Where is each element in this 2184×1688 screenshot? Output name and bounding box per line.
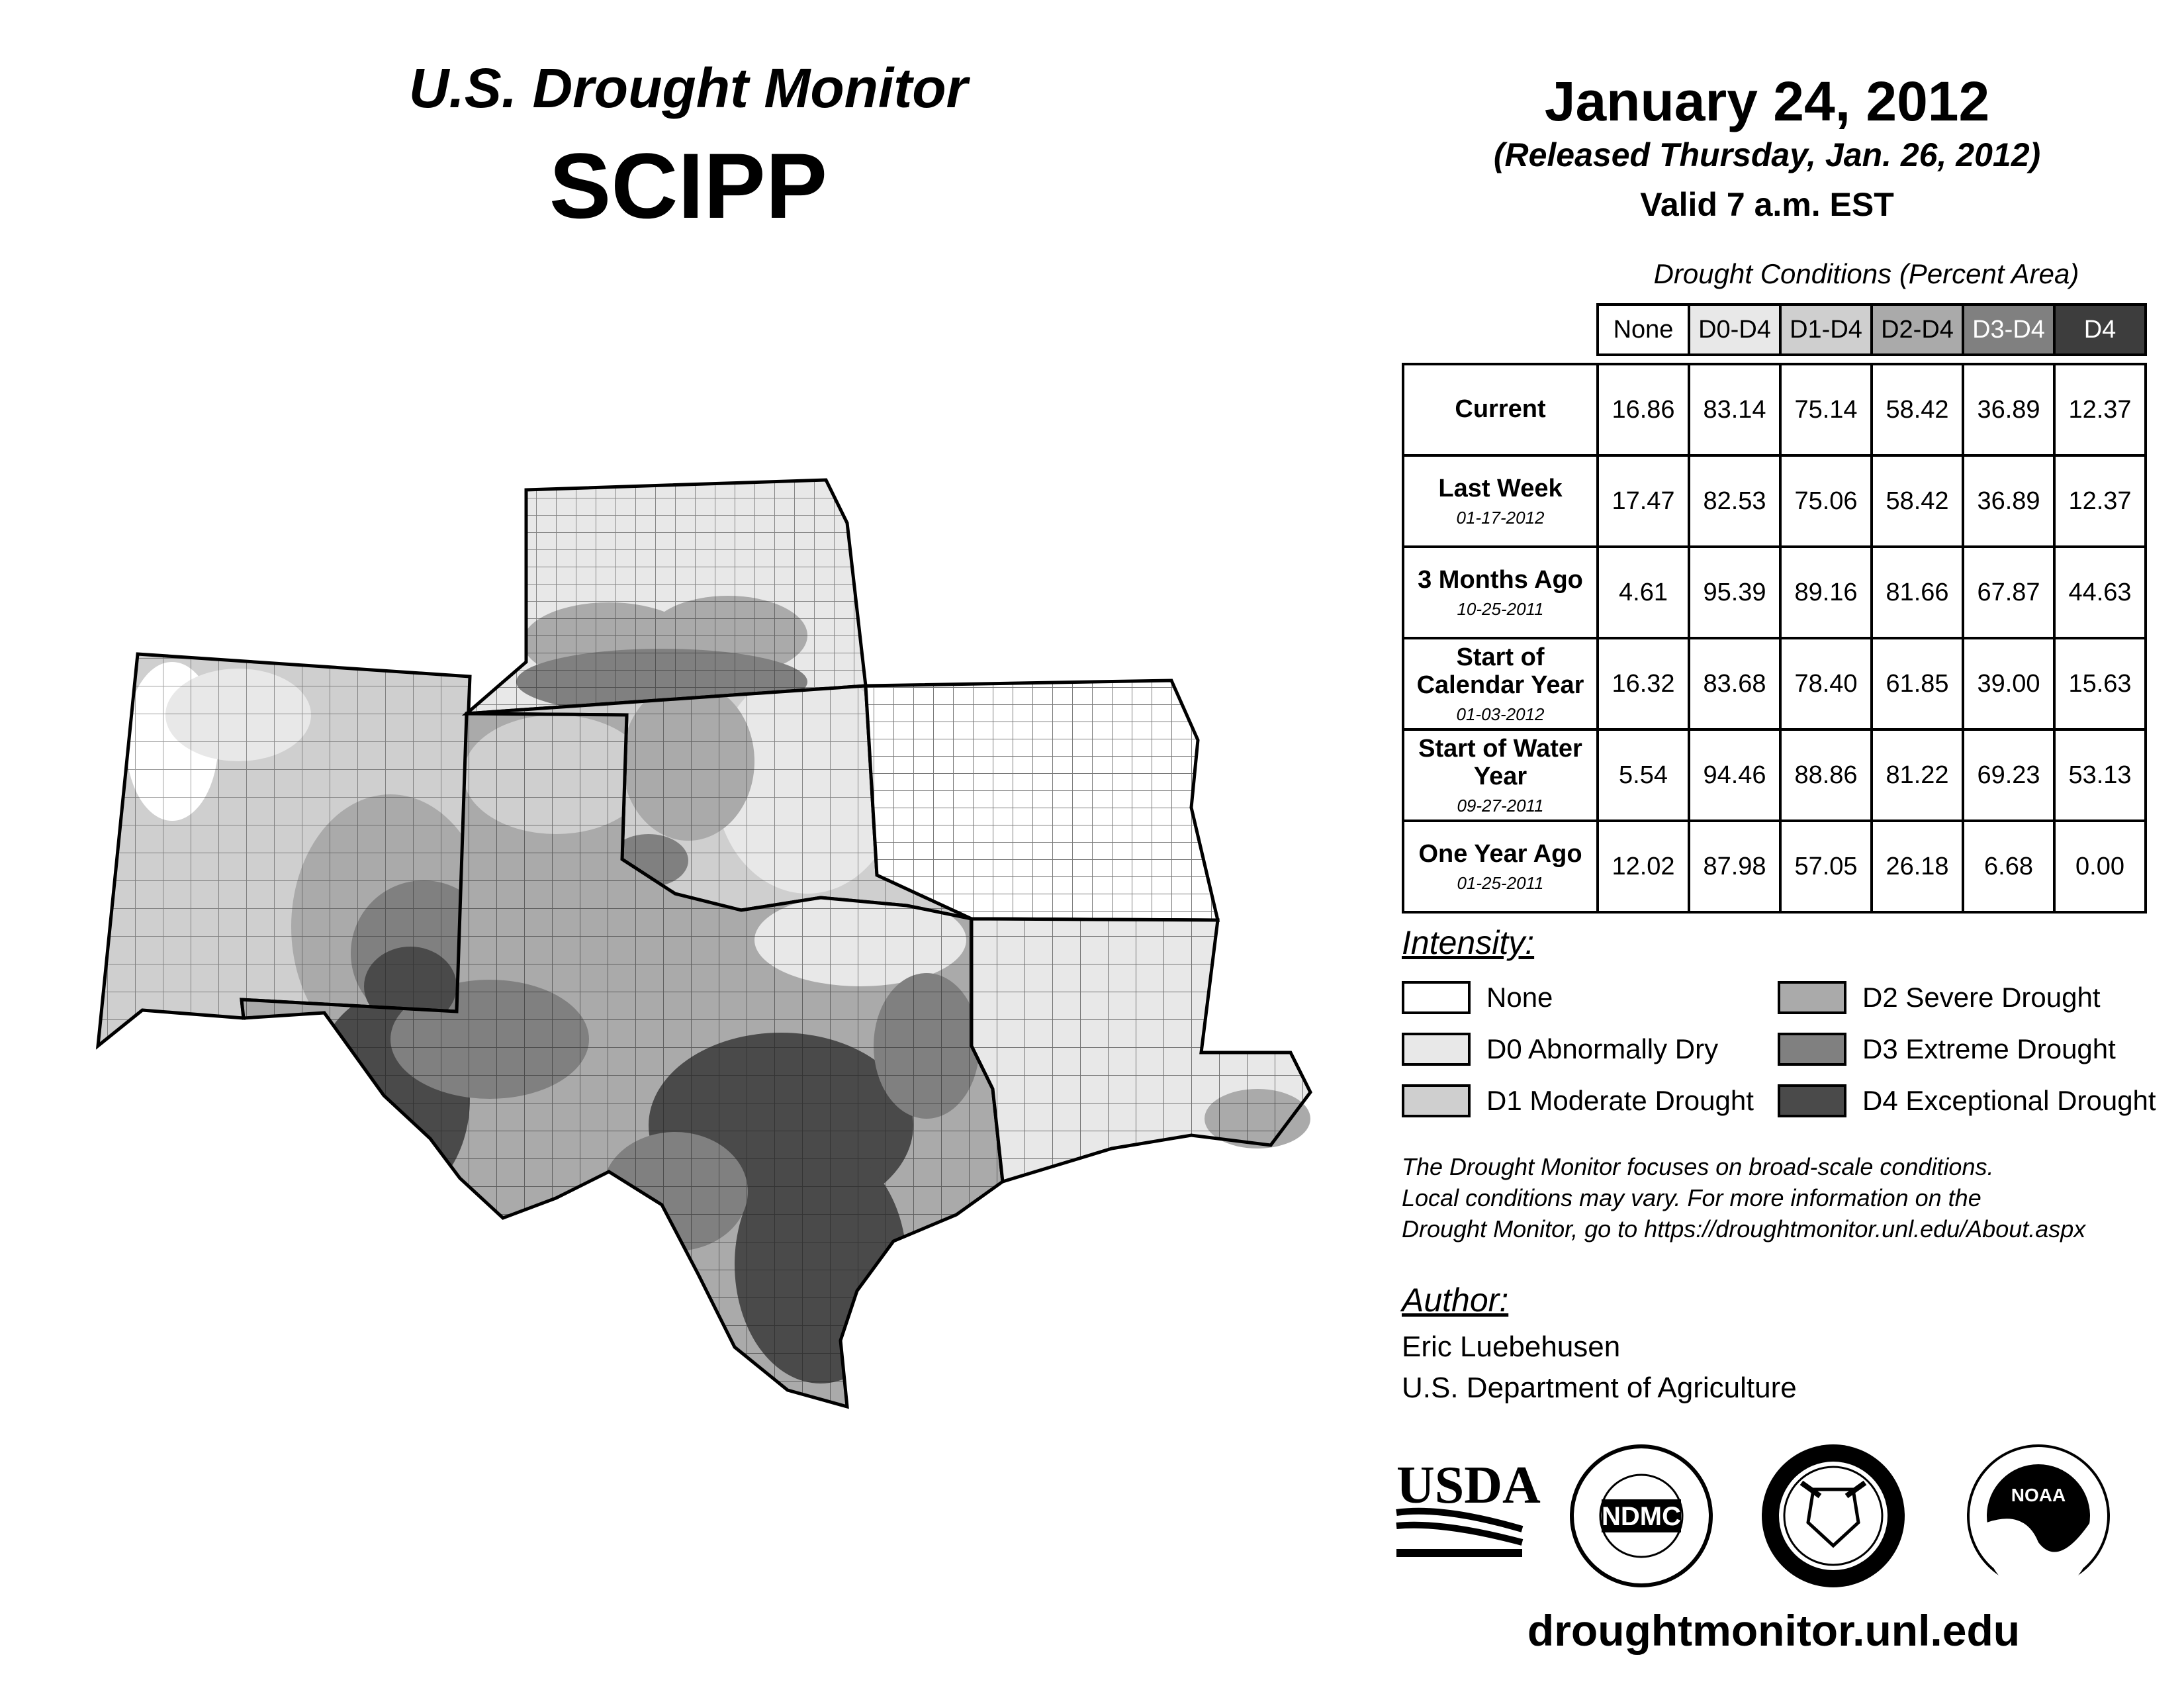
legend-item-d2 bbox=[1778, 981, 2101, 1014]
table-cell: 58.42 bbox=[1872, 364, 1963, 455]
note-line: Drought Monitor, go to https://droughtmonitor.unl.edu/About.aspx bbox=[1402, 1215, 2086, 1243]
svg-text:NDMC: NDMC bbox=[1602, 1502, 1681, 1531]
legend-item-d4 bbox=[1778, 1084, 2156, 1117]
legend-swatch bbox=[1402, 981, 1471, 1014]
legend-item-d1 bbox=[1402, 1084, 1754, 1117]
table-cell: 95.39 bbox=[1689, 547, 1780, 638]
table-cell: 36.89 bbox=[1963, 455, 2054, 547]
legend-swatch bbox=[1778, 1033, 1846, 1066]
table-cell: 83.68 bbox=[1689, 638, 1780, 729]
legend-label: D0 Abnormally Dry bbox=[1486, 1033, 1719, 1064]
column-header: D3-D4 bbox=[1963, 305, 2054, 355]
table-cell: 69.23 bbox=[1963, 729, 2054, 821]
table-row bbox=[1403, 547, 2146, 638]
table-cell: 26.18 bbox=[1872, 821, 1963, 912]
drought-map bbox=[79, 463, 1337, 1496]
table-cell: 78.40 bbox=[1780, 638, 1872, 729]
legend-item-d0 bbox=[1402, 1033, 1718, 1066]
table-row bbox=[1403, 455, 2146, 547]
legend-item-none bbox=[1402, 981, 1553, 1014]
table-cell: 44.63 bbox=[2054, 547, 2146, 638]
table-cell: 87.98 bbox=[1689, 821, 1780, 912]
table-cell: 0.00 bbox=[2054, 821, 2146, 912]
table-cell: 61.85 bbox=[1872, 638, 1963, 729]
table-cell: 88.86 bbox=[1780, 729, 1872, 821]
legend-swatch bbox=[1778, 1084, 1846, 1117]
legend-title: Intensity: bbox=[1402, 924, 1535, 961]
table-cell: 58.42 bbox=[1872, 455, 1963, 547]
agency-logos bbox=[1390, 1443, 2158, 1595]
legend-label: D3 Extreme Drought bbox=[1862, 1033, 2116, 1064]
table-cell: 83.14 bbox=[1689, 364, 1780, 455]
footer-url[interactable]: droughtmonitor.unl.edu bbox=[1527, 1606, 2021, 1655]
table-cell: 36.89 bbox=[1963, 364, 2054, 455]
row-label: One Year Ago 01-25-2011 bbox=[1403, 821, 1598, 912]
table-cell: 81.22 bbox=[1872, 729, 1963, 821]
author-org: U.S. Department of Agriculture bbox=[1402, 1372, 1797, 1404]
region-title: SCIPP bbox=[549, 134, 828, 238]
column-header: D2-D4 bbox=[1872, 305, 1963, 355]
row-label: Start of Calendar Year 01-03-2012 bbox=[1403, 638, 1598, 729]
table-cell: 39.00 bbox=[1963, 638, 2054, 729]
table-cell: 57.05 bbox=[1780, 821, 1872, 912]
legend-label: D2 Severe Drought bbox=[1862, 982, 2101, 1013]
legend-label: None bbox=[1486, 982, 1553, 1013]
state-louisiana bbox=[972, 919, 1310, 1182]
table-header-row bbox=[1403, 305, 2146, 355]
legend-item-d3 bbox=[1778, 1033, 2116, 1066]
noaa-logo bbox=[1968, 1446, 2109, 1594]
map-title: U.S. Drought Monitor bbox=[408, 57, 968, 119]
state-arkansas bbox=[866, 680, 1218, 920]
table-cell: 53.13 bbox=[2054, 729, 2146, 821]
table-cell: 81.66 bbox=[1872, 547, 1963, 638]
table-cell: 75.06 bbox=[1780, 455, 1872, 547]
table-cell: 82.53 bbox=[1689, 455, 1780, 547]
table-cell: 6.68 bbox=[1963, 821, 2054, 912]
author-title: Author: bbox=[1402, 1282, 1509, 1319]
column-header: D1-D4 bbox=[1780, 305, 1872, 355]
table-corner bbox=[1403, 305, 1598, 355]
column-header: D4 bbox=[2054, 305, 2146, 355]
legend-label: D1 Moderate Drought bbox=[1486, 1085, 1754, 1116]
doc-seal bbox=[1762, 1444, 1905, 1587]
table-row bbox=[1403, 821, 2146, 912]
table-cell: 12.37 bbox=[2054, 455, 2146, 547]
map-date: January 24, 2012 bbox=[1544, 70, 1990, 132]
table-cell: 5.54 bbox=[1598, 729, 1689, 821]
table-cell: 15.63 bbox=[2054, 638, 2146, 729]
valid-time: Valid 7 a.m. EST bbox=[1640, 186, 1894, 223]
legend-swatch bbox=[1402, 1084, 1471, 1117]
table-cell: 67.87 bbox=[1963, 547, 2054, 638]
ndmc-logo bbox=[1572, 1446, 1711, 1585]
table-cell: 94.46 bbox=[1689, 729, 1780, 821]
legend-swatch bbox=[1402, 1033, 1471, 1066]
table-cell: 16.86 bbox=[1598, 364, 1689, 455]
note-line: Local conditions may vary. For more information on the bbox=[1402, 1184, 1981, 1211]
author-name: Eric Luebehusen bbox=[1402, 1331, 1621, 1363]
svg-text:USDA: USDA bbox=[1396, 1456, 1541, 1515]
row-label: Start of Water Year 09-27-2011 bbox=[1403, 729, 1598, 821]
legend-swatch bbox=[1778, 981, 1846, 1014]
table-cell: 16.32 bbox=[1598, 638, 1689, 729]
drought-conditions-table bbox=[1402, 303, 2147, 914]
usda-logo bbox=[1396, 1456, 1541, 1557]
column-header: None bbox=[1598, 305, 1689, 355]
table-cell: 12.37 bbox=[2054, 364, 2146, 455]
table-row bbox=[1403, 729, 2146, 821]
legend-label: D4 Exceptional Drought bbox=[1862, 1085, 2156, 1116]
table-cell: 17.47 bbox=[1598, 455, 1689, 547]
row-label: Last Week 01-17-2012 bbox=[1403, 455, 1598, 547]
table-row bbox=[1403, 364, 2146, 455]
table-caption: Drought Conditions (Percent Area) bbox=[1653, 258, 2079, 289]
row-label: 3 Months Ago 10-25-2011 bbox=[1403, 547, 1598, 638]
svg-text:NOAA: NOAA bbox=[2011, 1485, 2066, 1505]
table-cell: 89.16 bbox=[1780, 547, 1872, 638]
column-header: D0-D4 bbox=[1689, 305, 1780, 355]
release-date: (Released Thursday, Jan. 26, 2012) bbox=[1493, 136, 2041, 173]
table-cell: 4.61 bbox=[1598, 547, 1689, 638]
note-line: The Drought Monitor focuses on broad-scale conditions. bbox=[1402, 1153, 1994, 1180]
table-row bbox=[1403, 638, 2146, 729]
disclaimer-note bbox=[1402, 1152, 2169, 1244]
row-label: Current bbox=[1403, 364, 1598, 455]
table-cell: 12.02 bbox=[1598, 821, 1689, 912]
table-cell: 75.14 bbox=[1780, 364, 1872, 455]
